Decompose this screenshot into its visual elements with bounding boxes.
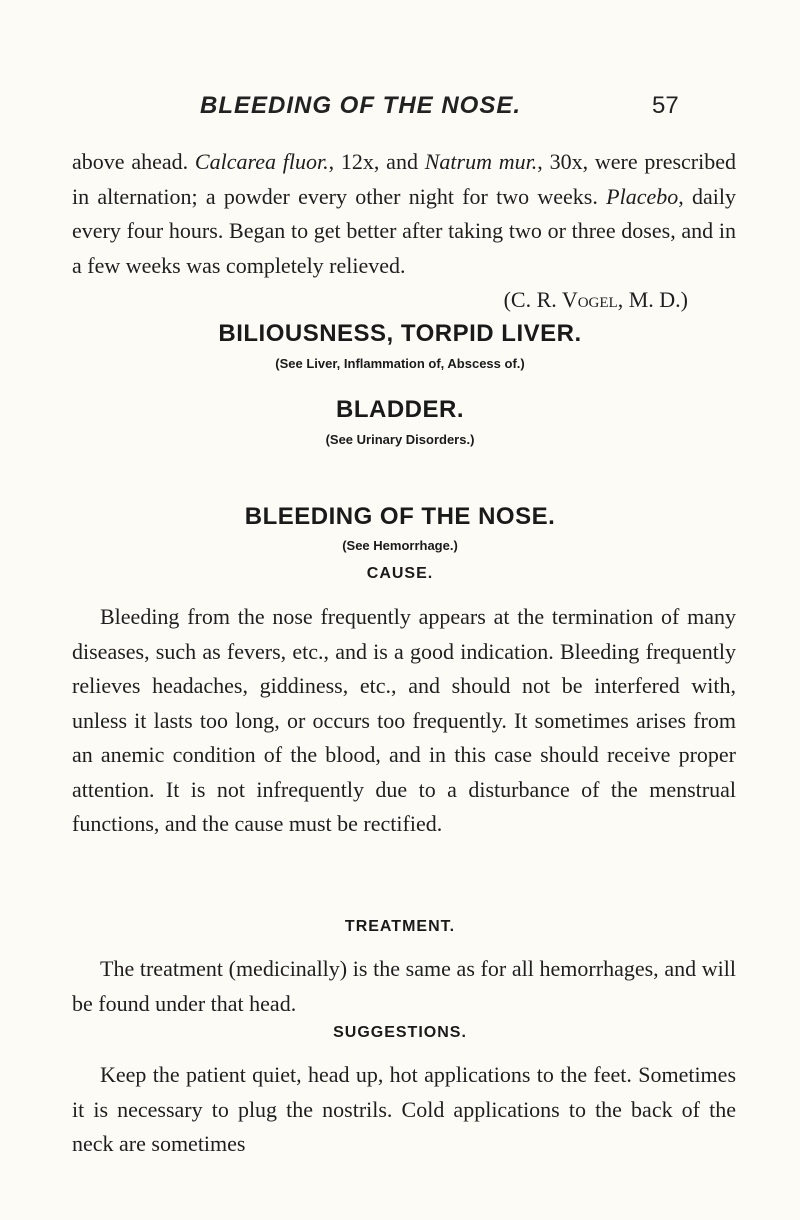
intro-text: , 12x, and	[328, 149, 425, 174]
remedy-placebo: Placebo	[606, 183, 679, 209]
heading-treatment: TREATMENT.	[344, 918, 456, 935]
intro-text: above ahead.	[72, 149, 195, 174]
running-head	[0, 92, 800, 126]
heading-bladder: BLADDER.	[336, 396, 464, 423]
treatment-paragraph	[72, 952, 736, 1021]
intro-text: , daily every four hours. Began to get better after taking two or three doses, and in a few weeks was completely relieved.	[72, 183, 736, 278]
see-also-hemorrhage: (See Hemorrhage.)	[342, 538, 458, 553]
intro-paragraph	[72, 145, 736, 318]
cause-paragraph	[72, 600, 736, 842]
suggestions-paragraph	[72, 1058, 736, 1162]
heading-biliousness: BILIOUSNESS, TORPID LIVER.	[218, 320, 582, 347]
heading-bleeding-nose: BLEEDING OF THE NOSE.	[244, 503, 556, 530]
intro-text: 30x, were prescribed in alternation; a powder every other night for two weeks.	[72, 149, 737, 209]
see-also-urinary: (See Urinary Disorders.)	[325, 432, 475, 447]
signature: (C. R. Vogel, M. D.)	[503, 287, 688, 312]
cause-text: Bleeding from the nose frequently appears at the termination of many diseases, such as fevers, etc., and is a good indication. Bleeding frequently relieves headaches, giddiness, etc., and should not be interfered with, unless it lasts too long, or occurs too frequently. It sometimes arises from an anemic condition of the blood, and in this case should receive proper attention. It is not infrequently due to a disturbance of the menstrual functions, and the cause must be rectified.	[72, 604, 736, 836]
remedy-natrum: Natrum mur.	[424, 149, 538, 174]
treatment-text: The treatment (medicinally) is the same as for all hemorrhages, and will be found under that head.	[72, 956, 736, 1016]
heading-cause: CAUSE.	[366, 565, 434, 582]
suggestions-text: Keep the patient quiet, head up, hot applications to the feet. Sometimes it is necessary to plug the nostrils. Cold applications to the back of the neck are sometimes	[72, 1062, 736, 1156]
heading-suggestions: SUGGESTIONS.	[333, 1024, 467, 1041]
intro-text: ,	[537, 149, 543, 174]
running-title: BLEEDING OF THE NOSE.	[200, 92, 522, 119]
see-also-liver: (See Liver, Inflammation of, Abscess of.)	[275, 356, 525, 371]
page-number: 57	[652, 92, 679, 119]
remedy-calcarea: Calcarea fluor.	[194, 149, 329, 174]
